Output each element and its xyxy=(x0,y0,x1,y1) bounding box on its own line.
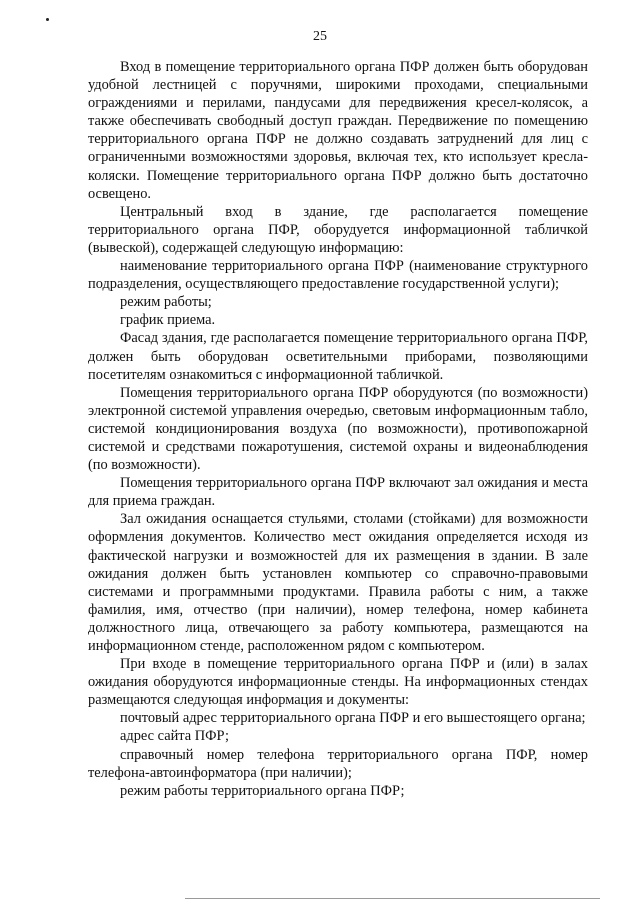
paragraph-equipment: Помещения территориального органа ПФР оборудуются (по возможности) электронной системой управления очередью, световым информационным табло, системой кондиционирования воздуха (по возможности), противопожарной системой и средствами пожаротушения, системой охраны и видеонаблюдения (по возможности). xyxy=(88,384,588,474)
scan-edge-line xyxy=(185,898,600,899)
list-item-work-hours: режим работы; xyxy=(120,294,212,311)
list-item-reception-schedule: график приема. xyxy=(120,312,216,329)
paragraph-facade: Фасад здания, где располагается помещение территориального органа ПФР, должен быть оборудован осветительными приборами, позволяющими посетителям ознакомиться с информационной табличкой. xyxy=(88,330,588,383)
paragraph-info-stands: При входе в помещение территориального органа ПФР и (или) в залах ожидания оборудуются информационные стенды. На информационных стендах размещаются следующая информация и документы: xyxy=(88,656,588,709)
list-item-office-hours: режим работы территориального органа ПФР; xyxy=(120,782,405,799)
list-item-website: адрес сайта ПФР; xyxy=(120,728,230,745)
list-item-phone: справочный номер телефона территориального органа ПФР, номер телефона-автоинформатора (при наличии); xyxy=(88,746,588,781)
list-item-postal-address: почтовый адрес территориального органа ПФР и его вышестоящего органа; xyxy=(120,710,586,727)
page-number: 25 xyxy=(313,29,327,44)
paragraph-entrance: Вход в помещение территориального органа ПФР должен быть оборудован удобной лестницей с поручнями, широкими проходами, специальными ограждениями и перилами, пандусами для передвижения кресел-колясок, а также обеспечивать свободный доступ граждан. Передвижение по помещению территориального органа ПФР не должно создавать затруднений для лиц с ограниченными возможностями здоровья, включая тех, кто использует кресла-коляски. Помещение территориального органа ПФР должно быть достаточно освещено. xyxy=(88,59,588,202)
paragraph-waiting-hall: Зал ожидания оснащается стульями, столами (стойками) для возможности оформления документов. Количество мест ожидания определяется исходя из фактической нагрузки и возможностей для их размещения в здании. В зале ожидания должен быть установлен компьютер со справочно-правовыми системами и программными продуктами. Правила работы с ним, а также фамилия, имя, отчество (при наличии), номер телефона, номер кабинета должностного лица, отвечающего за работу компьютера, размещаются на информационном стенде, расположенном рядом с компьютером. xyxy=(88,511,588,654)
paragraph-central-entrance: Центральный вход в здание, где располагается помещение территориального органа ПФР, оборудуется информационной табличкой (вывеской), содержащей следующую информацию: xyxy=(88,203,588,256)
list-item-name: наименование территориального органа ПФР (наименование структурного подразделения, осуществляющего предоставление государственной услуги); xyxy=(88,258,588,293)
paragraph-rooms: Помещения территориального органа ПФР включают зал ожидания и места для приема граждан. xyxy=(88,475,588,510)
scan-mark xyxy=(46,18,49,21)
body-text xyxy=(88,58,588,800)
